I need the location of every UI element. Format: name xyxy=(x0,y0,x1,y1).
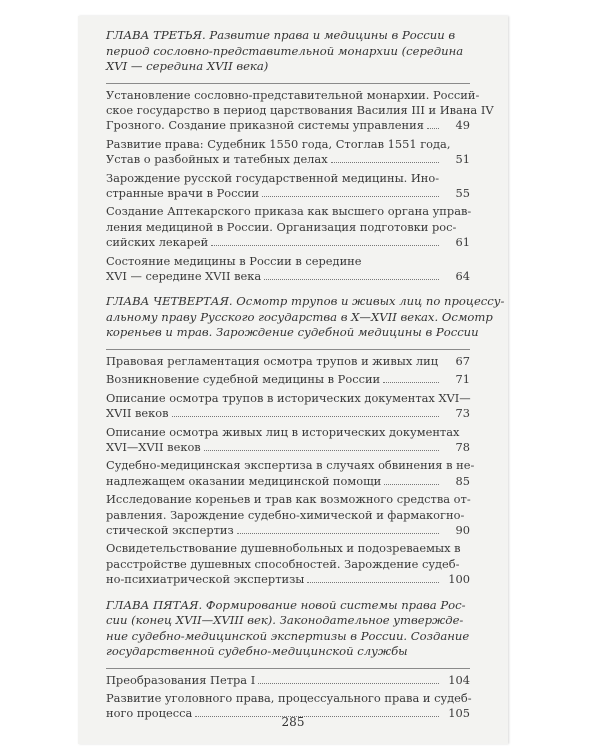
toc-entry-page: 67 xyxy=(455,353,470,368)
toc-entry-text: ного процесса xyxy=(106,706,193,721)
toc-entry-text: расстройстве душевных способностей. Зарождение судеб- xyxy=(106,556,460,571)
toc-entry-last-line xyxy=(106,474,442,489)
chapter-title xyxy=(106,294,505,341)
toc-entry-text: равления. Зарождение судебно-химической и фармакогно- xyxy=(106,507,465,522)
toc-entry-text: ское государство в период царствования Василия III и Ивана IV xyxy=(106,102,494,117)
toc-entry-text: Судебно-медицинская экспертиза в случаях обвинения в не- xyxy=(106,458,475,473)
toc-entry-last-line xyxy=(106,372,442,387)
dot-leader xyxy=(204,450,439,451)
toc-entry-last-line xyxy=(106,673,442,688)
chapter-block xyxy=(106,294,505,587)
book-page xyxy=(78,16,508,744)
toc-entry-page: 61 xyxy=(455,235,470,250)
toc-entry[interactable] xyxy=(106,492,470,538)
chapter-title-line: сии (конец XVII—XVIII век). Законодательное утвержде- xyxy=(106,613,464,628)
toc-entry-page: 90 xyxy=(455,522,470,537)
toc-entry-text: стической экспертиз xyxy=(106,522,234,537)
dot-leader xyxy=(427,128,439,129)
dot-leader xyxy=(172,416,440,417)
toc-entry-text: Исследование кореньев и трав как возможного средства от- xyxy=(106,492,471,507)
dot-leader xyxy=(264,279,439,280)
chapter-block xyxy=(106,28,494,284)
chapter-divider xyxy=(106,83,470,84)
chapter-title-line: XVI — середина XVII века) xyxy=(106,59,269,73)
chapter-title-line: ГЛАВА ТРЕТЬЯ. Развитие права и медицины в России в xyxy=(106,28,456,42)
toc-entry[interactable] xyxy=(106,458,475,489)
chapter-title-line: ГЛАВА ПЯТАЯ. Формирование новой системы права Рос- xyxy=(106,597,466,612)
toc-entry-text: но-психиатрической экспертизы xyxy=(106,572,305,587)
dot-leader xyxy=(331,162,439,163)
dot-leader xyxy=(237,533,439,534)
toc-entry-last-line xyxy=(106,440,442,455)
dot-leader xyxy=(307,582,439,583)
chapter-divider xyxy=(106,668,470,669)
toc-entry[interactable] xyxy=(106,137,470,168)
toc-entry-text: странные врачи в России xyxy=(106,185,260,200)
toc-entry-page: 55 xyxy=(455,185,470,200)
toc-entry[interactable] xyxy=(106,171,470,202)
toc-entry-last-line xyxy=(106,572,442,587)
toc-entry-page: 105 xyxy=(448,706,470,721)
dot-leader xyxy=(258,683,439,684)
toc-entry[interactable] xyxy=(106,87,494,134)
toc-entry-last-line xyxy=(106,269,442,284)
toc-entry-text: Состояние медицины в России в середине xyxy=(106,253,362,268)
dot-leader xyxy=(384,484,439,485)
chapter-divider xyxy=(106,349,470,350)
chapter-title-line: государственной судебно-медицинской службы xyxy=(106,644,408,659)
toc-entry-text: Развитие права: Судебник 1550 года, Стоглав 1551 года, xyxy=(106,136,451,151)
toc-entry-text: Описание осмотра трупов в исторических документах XVI— xyxy=(106,390,471,405)
toc-entry-last-line xyxy=(106,354,442,369)
toc-entry-text: Установление сословно-представительной монархии. Россий- xyxy=(106,87,480,102)
toc-entry-text: ления медициной в России. Организация подготовки рос- xyxy=(106,219,457,234)
toc-entry-text: Создание Аптекарского приказа как высшего органа управ- xyxy=(106,204,472,219)
toc-entry-text: Развитие уголовного права, процессуального права и судеб- xyxy=(106,690,472,705)
toc-entry[interactable] xyxy=(106,673,470,688)
toc-entry-text: Зарождение русской государственной медицины. Ино- xyxy=(106,170,440,185)
toc-entry-text: XVI—XVII веков xyxy=(106,439,201,454)
toc-entry-last-line xyxy=(106,152,442,167)
toc-entry-page: 73 xyxy=(455,406,470,421)
toc-entry-text: Правовая регламентация осмотра трупов и живых лиц xyxy=(106,353,439,368)
chapter-title-line: ГЛАВА ЧЕТВЕРТАЯ. Осмотр трупов и живых лиц по процессу- xyxy=(106,294,505,309)
toc-entry-text: Преобразования Петра I xyxy=(106,672,256,687)
toc-entry-last-line xyxy=(106,118,442,133)
table-of-contents xyxy=(106,28,505,732)
toc-entry-text: Грозного. Создание приказной системы управления xyxy=(106,118,424,133)
toc-entry[interactable] xyxy=(106,354,470,369)
chapter-title-line: кореньев и трав. Зарождение судебной медицины в России xyxy=(106,325,479,340)
toc-entry-text: XVII веков xyxy=(106,406,169,421)
dot-leader xyxy=(262,196,439,197)
chapter-title-line: период сословно-представительной монархии (середина xyxy=(106,43,464,58)
toc-entry-text: Описание осмотра живых лиц в исторических документах xyxy=(106,424,460,439)
toc-entry-page: 78 xyxy=(455,439,470,454)
toc-entry-text: XVI — середине XVII века xyxy=(106,268,262,283)
chapter-title xyxy=(106,598,470,660)
toc-entry-text: Возникновение судебной медицины в России xyxy=(106,372,381,387)
toc-entry-page: 51 xyxy=(455,152,470,167)
toc-entry[interactable] xyxy=(106,541,470,587)
chapter-title-line: альному праву Русского государства в X—XVII веках. Осмотр xyxy=(106,309,493,324)
toc-entry[interactable] xyxy=(106,254,470,285)
toc-entry-page: 64 xyxy=(455,268,470,283)
toc-entry[interactable] xyxy=(106,372,470,387)
toc-entry-text: сийских лекарей xyxy=(106,235,209,250)
toc-entry-text: надлежащем оказании медицинской помощи xyxy=(106,473,382,488)
toc-entry-last-line xyxy=(106,235,442,250)
toc-entry[interactable] xyxy=(106,425,470,456)
toc-entry-page: 100 xyxy=(448,572,470,587)
dot-leader xyxy=(211,245,439,246)
toc-entry-last-line xyxy=(106,186,442,201)
toc-entry-page: 85 xyxy=(455,473,470,488)
toc-entry[interactable] xyxy=(106,204,470,250)
chapter-block xyxy=(106,598,470,722)
chapter-title-line: ние судебно-медицинской экспертизы в России. Создание xyxy=(106,628,470,643)
page-number: 285 xyxy=(281,715,305,729)
toc-entry-page: 104 xyxy=(448,672,470,687)
toc-entry-last-line xyxy=(106,523,442,538)
toc-entry-page: 49 xyxy=(455,118,470,133)
toc-entry-text: Освидетельствование душевнобольных и подозреваемых в xyxy=(106,541,461,556)
toc-entry-last-line xyxy=(106,406,442,421)
chapter-title xyxy=(106,28,470,75)
toc-entry[interactable] xyxy=(106,391,470,422)
toc-entry-page: 71 xyxy=(455,372,470,387)
dot-leader xyxy=(383,382,439,383)
toc-entry-text: Устав о разбойных и татебных делах xyxy=(106,152,328,167)
